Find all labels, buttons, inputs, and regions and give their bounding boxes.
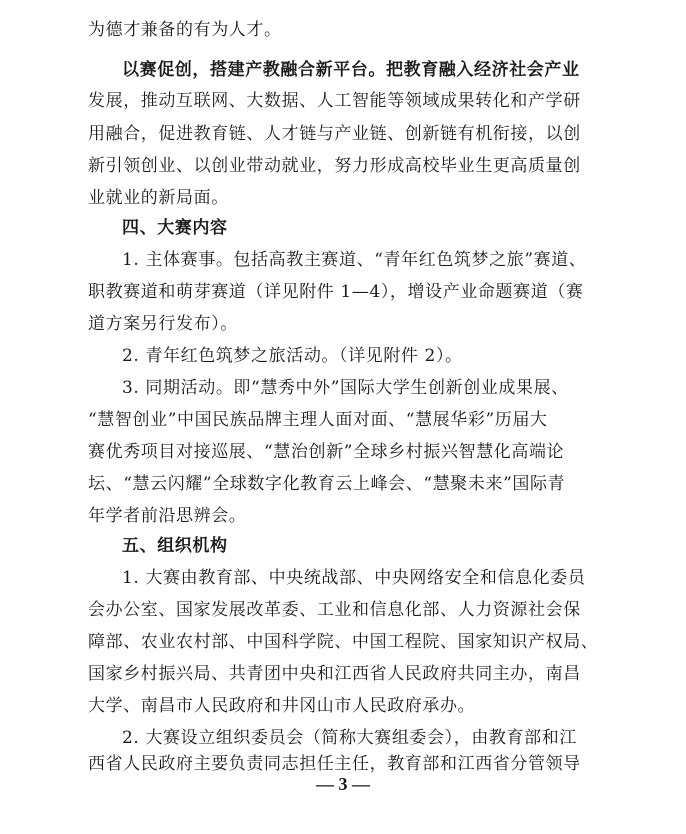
paragraph-line: 为德才兼备的有为人才。 — [88, 20, 282, 40]
paragraph-line: 业就业的新局面。 — [88, 188, 229, 208]
page-number: — 3 — — [316, 774, 370, 794]
paragraph-line: 新引领创业、以创业带动就业，努力形成高校毕业生更高质量创 — [88, 156, 581, 176]
paragraph-line: 1. 大赛由教育部、中央统战部、中央网络安全和信息化委员 — [122, 568, 586, 588]
paragraph-line: 道方案另行发布）。 — [88, 314, 238, 334]
paragraph-line: 1. 主体赛事。包括高教主赛道、“青年红色筑梦之旅”赛道、 — [122, 250, 587, 270]
paragraph-line: 2. 青年红色筑梦之旅活动。（详见附件 2）。 — [122, 346, 463, 366]
paragraph-line: 西省人民政府主要负责同志担任主任，教育部和江西省分管领导 — [88, 754, 581, 774]
paragraph-line: 国家乡村振兴局、共青团中央和江西省人民政府共同主办，南昌 — [88, 664, 581, 684]
paragraph-line: 赛优秀项目对接巡展、“慧治创新”全球乡村振兴智慧化高端论 — [88, 442, 565, 462]
paragraph-line: 障部、农业农村部、中国科学院、中国工程院、国家知识产权局、 — [88, 632, 599, 652]
paragraph-line: 3. 同期活动。即“慧秀中外”国际大学生创新创业成果展、 — [122, 378, 569, 398]
paragraph-line: 年学者前沿思辨会。 — [88, 506, 247, 526]
paragraph-line: 用融合，促进教育链、人才链与产业链、创新链有机衔接，以创 — [88, 124, 581, 144]
paragraph-line: 坛、“慧云闪耀”全球数字化教育云上峰会、“慧聚未来”国际青 — [88, 474, 566, 494]
paragraph-line: 会办公室、国家发展改革委、工业和信息化部、人力资源社会保 — [88, 600, 581, 620]
paragraph-line: 2. 大赛设立组织委员会（简称大赛组委会），由教育部和江 — [122, 728, 577, 748]
paragraph-line: “慧智创业”中国民族品牌主理人面对面、“慧展华彩”历届大 — [88, 410, 548, 430]
paragraph-line: 大学、南昌市人民政府和井冈山市人民政府承办。 — [88, 696, 476, 716]
paragraph-line: 职教赛道和萌芽赛道（详见附件 1—4），增设产业命题赛道（赛 — [88, 282, 584, 302]
paragraph-line: 以赛促创，搭建产教融合新平台。把教育融入经济社会产业 — [122, 60, 580, 80]
paragraph-line: 发展，推动互联网、大数据、人工智能等领域成果转化和产学研 — [88, 91, 581, 111]
section-heading-4: 四、大赛内容 — [122, 218, 228, 238]
section-heading-5: 五、组织机构 — [122, 536, 228, 556]
